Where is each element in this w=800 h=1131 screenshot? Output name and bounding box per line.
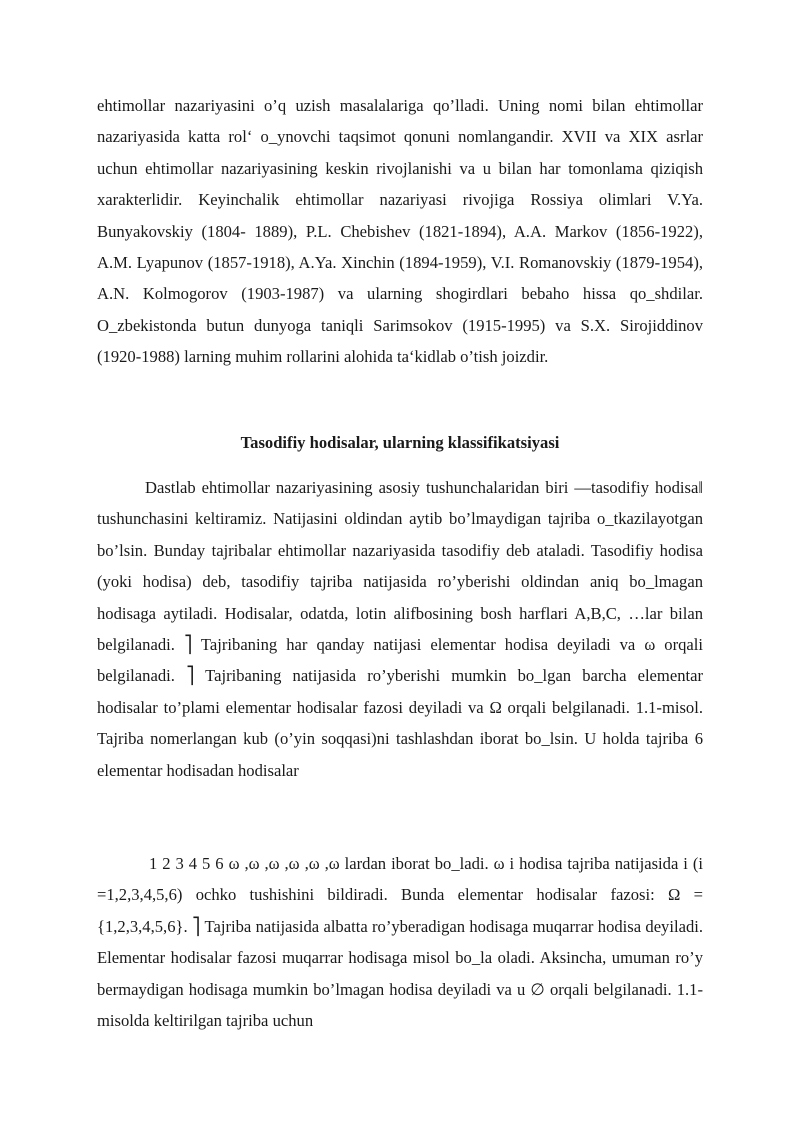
section-heading: Tasodifiy hodisalar, ularning klassifikatsiyasi [240,433,560,452]
paragraph-definitions: Dastlab ehtimollar nazariyasining asosiy tushunchalaridan biri ―tasodifiy hodisa‖ tushunchasini keltiramiz. Natijasini oldindan aytib bo’lmaydigan tajriba o_tkazilayotgan bo’lsin. Bunday tajribalar ehtimollar nazariyasida tasodifiy deb ataladi. Tasodifiy hodisa (yoki hodisa) deb, tasodifiy tajriba natijasida ro’yberishi oldindan aniq bo_lmagan hodisaga aytiladi. Hodisalar, odatda, lotin alifbosining bosh harflari A,B,C, …lar bilan belgilanadi. ⎤ Tajribaning har qanday natijasi elementar hodisa deyiladi va ω orqali belgilanadi. ⎤ Tajribaning natijasida ro’yberishi mumkin bo_lgan barcha elementar hodisalar to’plami elementar hodisalar fazosi deyiladi va Ω orqali belgilanadi. 1.1-misol. Tajriba nomerlangan kub (o’yin soqqasi)ni tashlashdan iborat bo_lsin. U holda tajriba 6 elementar hodisadan hodisalar [97,478,703,780]
paragraph-example: 1 2 3 4 5 6 ω ,ω ,ω ,ω ,ω ,ω lardan iborat bo_ladi. ω i hodisa tajriba natijasida i (i =1,2,3,4,5,6) ochko tushishini bildiradi. Bunda elementar hodisalar fazosi: Ω = {1,2,3,4,5,6}. ⎤ Tajriba natijasida albatta ro’yberadigan hodisaga muqarrar hodisa deyiladi. Elementar hodisalar fazosi muqarrar hodisaga misol bo_la oladi. Aksincha, umuman ro’y bermaydigan hodisaga mumkin bo’lmagan hodisa deyiladi va u ∅ orqali belgilanadi. 1.1-misolda keltirilgan tajriba uchun [97,854,703,1031]
paragraph-history: ehtimollar nazariyasini o’q uzish masalalariga qo’lladi. Uning nomi bilan ehtimollar nazariyasida katta rol‘ o_ynovchi taqsimot qonuni nomlangandir. XVII va XIX asrlar uchun ehtimollar nazariyasining keskin rivojlanishi va u bilan har tomonlama qiziqish xarakterlidir. Keyinchalik ehtimollar nazariyasi rivojiga Rossiya olimlari V.Ya. Bunyakovskiy (1804- 1889), P.L. Chebishev (1821-1894), A.A. Markov (1856-1922), A.M. Lyapunov (1857-1918), A.Ya. Xinchin (1894-1959), V.I. Romanovskiy (1879-1954), A.N. Kolmogorov (1903-1987) va ularning shogirdlari bebaho hissa qo_shdilar. O_zbekistonda butun dunyoga taniqli Sarimsokov (1915-1995) va S.X. Sirojiddinov (1920-1988) larning muhim rollarini alohida ta‘kidlab o’tish joizdir. [97,96,703,367]
